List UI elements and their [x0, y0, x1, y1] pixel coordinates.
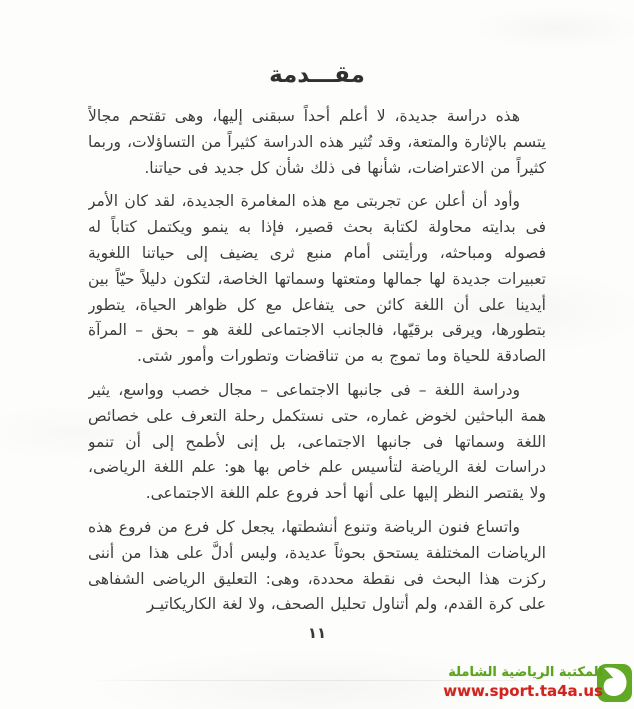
paragraph: وأود أن أعلن عن تجربتى مع هذه المغامرة الجديدة، لقد كان الأمر فى بدايته محاولة لكتابة بحث قصير، فإذا به ينمو ويكتمل كتاباً له فصوله ومباحثه، ورأيتنى أمام منبع ثرى يضيف إلى حياتنا اللغوية تعبيرات جديدة لها جمالها ومتعتها وسماتها الخاصة، لتكون دليلاً حيّاً بين أيدينا على أن اللغة كائن حى يتفاعل مع كل ظواهر الحياة، يتطور بتطورها، ويرقى برقيّها، فالجانب الاجتماعى للغة هو – بحق – المرآة الصادقة للحياة وما تموج به من تناقضات وتطورات وأمور شتى. [88, 192, 546, 366]
paragraph: ودراسة اللغة – فى جانبها الاجتماعى – مجال خصب وواسع، يثير همة الباحثين لخوض غماره، حتى نستكمل رحلة التعرف على خصائص اللغة وسماتها فى جانبها الاجتماعى، بل إنى لأطمح إلى أن تنمو دراسات لغة الرياضة لتأسيس علم خاص بها هو: علم اللغة الرياضى، ولا يقتصر النظر إليها على أنها أحد فروع علم اللغة الاجتماعى. [88, 380, 546, 503]
watermark-text [443, 664, 603, 701]
body-text [88, 104, 546, 626]
page-title: مقـــدمة [269, 62, 365, 88]
paragraph: واتساع فنون الرياضة وتنوع أنشطتها، يجعل كل فرع من فروع هذه الرياضات المختلفة يستحق بحوثاً عديدة، وليس أدلَّ على هذا من أننى ركزت هذا البحث فى نقطة محددة، وهى: التعليق الرياضى الشفاهى على كرة القدم، ولم أتناول تحليل الصحف، ولا لغة الكاريكاتيـر [88, 517, 546, 614]
library-name-text: المكتبة الرياضية الشاملة [448, 664, 603, 680]
paragraph: هذه دراسة جديدة، لا أعلم أحداً سبقنى إليها، وهى تقتحم مجالاً يتسم بالإثارة والمتعة، وقد تُثير هذه الدراسة كثيراً من التساؤلات، وربما كثيراً من الاعتراضات، شأنها فى ذلك شأن كل جديد فى حياتنا. [88, 107, 546, 177]
library-watermark [443, 660, 633, 704]
library-url-text: www.sport.ta4a.us [443, 681, 603, 700]
page-number: ١١ [307, 624, 327, 642]
